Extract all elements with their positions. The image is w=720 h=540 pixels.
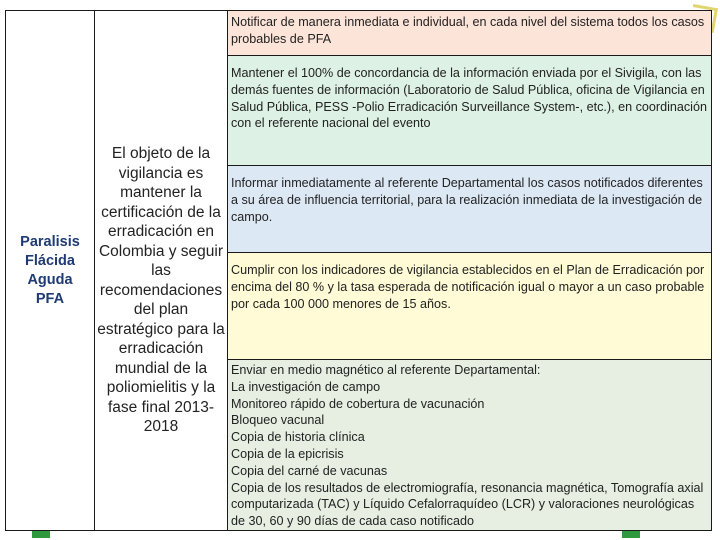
action-cell [228, 11, 712, 56]
action-text: Informar inmediatamente al referente Departamental los casos notificados diferentes a su área de influencia territorial, para la realización inmediata de la investigación de campo. [231, 176, 703, 224]
list-item: Copia de la epicrisis [231, 447, 344, 462]
disease-label: Paralisis Flácida Aguda PFA [20, 233, 80, 307]
decorative-footer-mark-right [622, 530, 640, 538]
objective-text: El objeto de la vigilancia es mantener la certificación de la erradicación en Colombia y seguir las recomendaciones del plan estratégico para la erradicación mundial de la poliomielitis y la fase final 2013-2018 [97, 145, 225, 436]
action-cell [228, 253, 712, 360]
action-cell [228, 166, 712, 253]
decorative-footer-mark-left [32, 530, 50, 538]
action-text: Cumplir con los indicadores de vigilancia establecidos en el Plan de Erradicación por encima del 80 % y la tasa esperada de notificación igual o mayor a un caso probable por cada 100 000 menores de 15 años. [231, 263, 705, 311]
list-item: Copia del carné de vacunas [231, 463, 388, 478]
action-cell [228, 56, 712, 166]
action-list [228, 361, 711, 530]
surveillance-table [5, 10, 712, 531]
table-row [6, 11, 712, 56]
list-item: La investigación de campo [231, 379, 381, 394]
disease-cell [6, 11, 95, 531]
list-item: Copia de historia clínica [231, 430, 365, 445]
action-text: Notificar de manera inmediata e individual, en cada nivel del sistema todos los casos probables de PFA [231, 15, 705, 46]
action-text: Mantener el 100% de concordancia de la información enviada por el Sivigila, con las demás fuentes de información (Laboratorio de Salud Pública, oficina de Vigilancia en Salud Pública, PESS -Polio Erradicación Surveillance System-, etc.), en coordinación con el referente nacional del evento [231, 66, 707, 131]
list-item: Bloqueo vacunal [231, 413, 325, 428]
list-item: Enviar en medio magnético al referente Departamental: [231, 363, 541, 378]
objective-cell [95, 11, 228, 531]
list-item: Monitoreo rápido de cobertura de vacunación [231, 396, 485, 411]
action-cell-list [228, 360, 712, 531]
list-item: Copia de los resultados de electromiografía, resonancia magnética, Tomografía axial computarizada (TAC) y Líquido Cefalorraquídeo (LCR) y valoraciones neurológicas de 30, 60 y 90 días de cada caso notificado [231, 480, 704, 529]
